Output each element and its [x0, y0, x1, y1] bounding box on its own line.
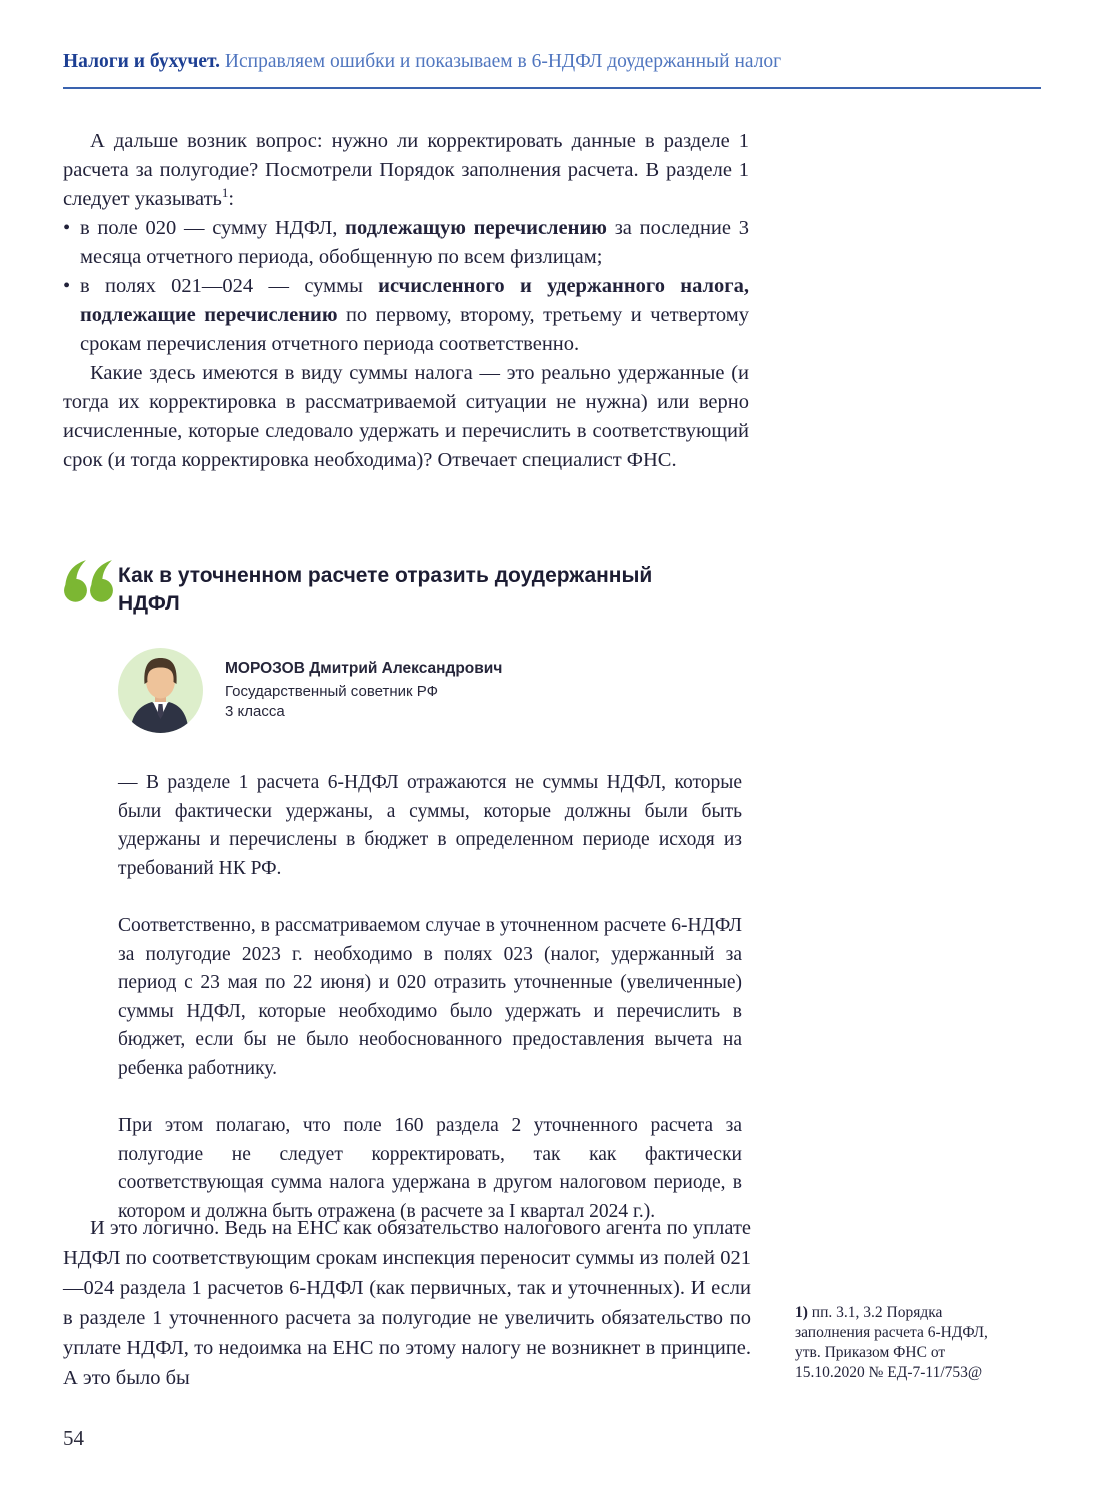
quote-paragraph: Соответственно, в рассматриваемом случае в уточненном расчете 6-НДФЛ за полугодие 2023 г. необходимо в полях 023 (налог, удержанный за период с 23 мая по 22 июня) и 020 отразить уточненные (увеличенные) суммы НДФЛ, которые необходимо было удержать и перечислить в бюджет, если бы не было необоснованного предоставления вычета на ребенка работнику. [118, 915, 742, 1079]
article-paragraph [63, 127, 749, 214]
page-header [63, 50, 1043, 74]
expert-quote-section [63, 554, 747, 1226]
article-title: Исправляем ошибки и показываем в 6-НДФЛ доудержанный налог [220, 51, 782, 72]
expert-rank: 3 класса [225, 703, 285, 720]
bullet-list [63, 214, 749, 359]
expert-byline [118, 648, 747, 733]
bullet-item [63, 214, 749, 272]
expert-info [225, 659, 502, 722]
header-divider [63, 87, 1041, 89]
quote-content [118, 554, 747, 1226]
quote-icon [63, 560, 115, 604]
paragraph-text: : [228, 188, 235, 210]
bullet-item [63, 272, 749, 359]
footnote [795, 1303, 1015, 1383]
bullet-text: за последние 3 месяца отчетного периода, обобщенную по всем физлицам; [80, 217, 749, 268]
article-body [63, 127, 749, 475]
page-number: 54 [63, 1426, 84, 1450]
emphasis-text: подлежащую перечислению [345, 217, 607, 239]
article-paragraph: Какие здесь имеются в виду суммы налога — это реально удержанные (и тогда их корректировка в рассматриваемой ситуации не нужна) или верно исчисленные, которые следовало удержать и перечислить в соответствующий срок (и тогда корректировка необходима)? Отвечает специалист ФНС. [63, 362, 749, 471]
quote-paragraph: — В разделе 1 расчета 6-НДФЛ отражаются не суммы НДФЛ, которые были фактически удержаны, а суммы, которые должны были быть удержаны и перечислены в бюджет в определенном периоде исходя из требований НК РФ. [118, 772, 742, 879]
footnote-reference: 1 [221, 185, 229, 201]
bullet-text: в полях 021—024 — суммы [80, 275, 379, 297]
footnote-marker: 1) [795, 1304, 808, 1321]
magazine-section-title: Налоги и бухучет. [63, 51, 221, 72]
quote-heading: Как в уточненном расчете отразить доудержанный НДФЛ [118, 564, 653, 615]
bullet-text: в поле 020 — сумму НДФЛ, [80, 217, 346, 239]
quote-paragraph: При этом полагаю, что поле 160 раздела 2 уточненного расчета за полугодие не следует корректировать, так как фактически соответствующая сумма налога удержана в другом налоговом периоде, в котором и должна быть отражена (в расчете за I квартал 2024 г.). [118, 1115, 742, 1222]
expert-name: МОРОЗОВ Дмитрий Александрович [225, 660, 503, 677]
footnote-text: пп. 3.1, 3.2 Порядка заполнения расчета 6-НДФЛ, утв. Приказом ФНС от 15.10.2020 № ЕД-7-11/753@ [795, 1304, 988, 1381]
avatar [118, 648, 203, 733]
expert-title: Государственный советник РФ [225, 683, 438, 700]
closing-paragraph: И это логично. Ведь на ЕНС как обязательство налогового агента по уплате НДФЛ по соответствующим срокам инспекция переносит суммы из полей 021—024 раздела 1 расчетов 6-НДФЛ (как первичных, так и уточненных). И если в разделе 1 уточненного расчета за полугодие не увеличить обязательство по уплате НДФЛ, то недоимка на ЕНС по этому налогу не возникнет в принципе. А это было бы [63, 1217, 751, 1389]
paragraph-text: А дальше возник вопрос: нужно ли корректировать данные в разделе 1 расчета за полугодие? Посмотрели Порядок заполнения расчета. В разделе 1 следует указывать [63, 130, 749, 210]
bullet-text: по первому, второму, третьему и четвертому срокам перечисления отчетного периода соответственно. [80, 304, 749, 355]
emphasis-text: исчисленного и удержанного налога, подлежащие перечислению [80, 275, 749, 326]
